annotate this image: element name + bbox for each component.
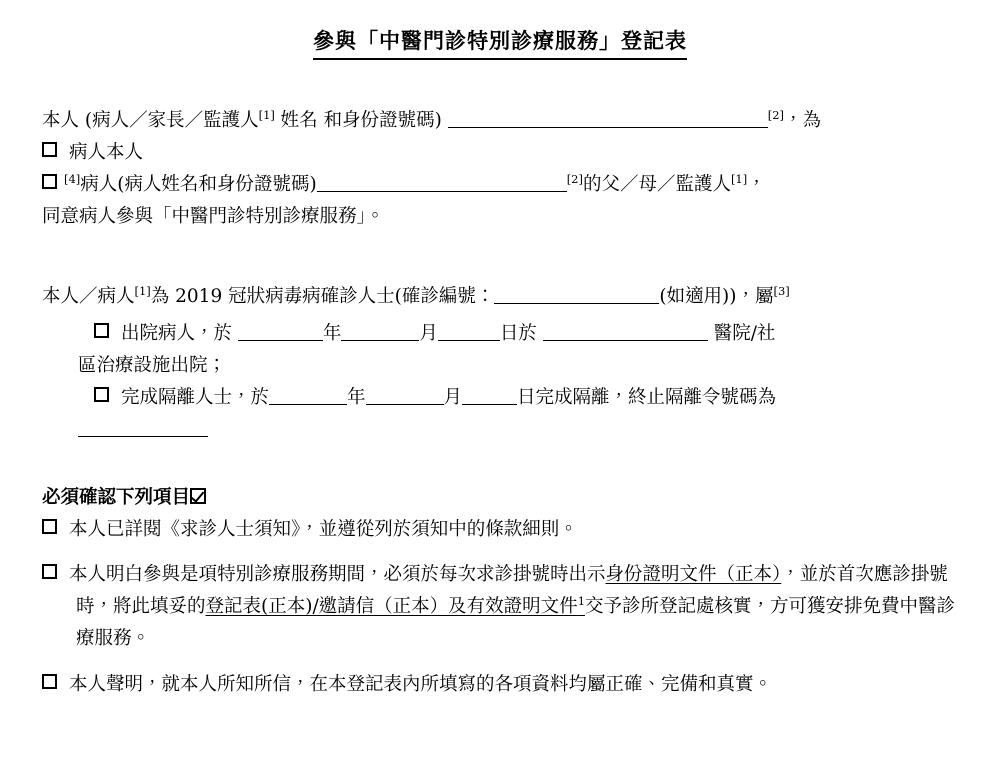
option-guardian-label-a: 病人(病人姓名和身份證號碼)	[80, 174, 317, 196]
spacer	[0, 63, 1000, 105]
option-discharged-label-a: 出院病人，於	[121, 323, 238, 345]
document-body	[42, 105, 960, 700]
option-isolation-label-a: 完成隔離人士，於	[121, 387, 270, 409]
option-discharged-line2: 區治療設施出院；	[78, 355, 227, 377]
checked-checkbox-icon-heading	[190, 488, 206, 504]
discharge-day-field[interactable]	[438, 323, 500, 342]
checkbox-icon-declaration-true[interactable]	[42, 674, 57, 689]
footnote-ref-1c: [1]	[134, 283, 151, 298]
checkbox-icon-read-notice[interactable]	[42, 519, 57, 534]
declarant-identity-label-b: 姓名 和身份證號碼)	[274, 110, 442, 132]
footnote-ref-3: [3]	[773, 283, 790, 298]
covid-lead-label-b: 為 2019 冠狀病毒病確診人士(確診編號：	[150, 285, 495, 307]
spacer	[42, 655, 960, 669]
footnote-ref-4: [4]	[64, 171, 81, 186]
declarant-identity-label-a: 本人 (病人／家長／監護人	[42, 110, 259, 132]
option-guardian-label-c: ，	[747, 174, 766, 196]
confirmation-item-2-seg5-underlined	[205, 593, 585, 618]
option-self-row	[42, 137, 960, 169]
option-guardian-row	[42, 169, 960, 201]
spacer	[42, 446, 960, 476]
covid-status-lead-line	[42, 281, 960, 313]
checkbox-icon-patient-self[interactable]	[42, 142, 57, 157]
isolation-unit-year: 年	[347, 387, 366, 409]
consent-line: 同意病人參與「中醫門診特別診療服務」。	[42, 205, 385, 227]
discharge-hospital-field[interactable]	[543, 323, 708, 342]
footnote-ref-2b: [2]	[566, 171, 583, 186]
option-discharged-row	[42, 318, 960, 350]
confirmation-item-2-seg1: 本人明白參與是項特別診療服務期間，必須於每次求診掛號時出示	[69, 564, 606, 586]
covid-lead-label-a: 本人／病人	[42, 285, 135, 307]
confirmation-item-2	[42, 559, 960, 654]
option-self-label: 病人本人	[69, 142, 144, 164]
footnote-ref-2: [2]	[767, 108, 784, 123]
confirmation-item-1	[42, 514, 960, 546]
checkbox-icon-completed-isolation[interactable]	[94, 387, 109, 402]
footnote-ref-doc: 1	[577, 593, 585, 608]
discharge-unit-year: 年	[322, 323, 342, 345]
confirmation-item-3-label: 本人聲明，就本人所知所信，在本登記表內所填寫的各項資料均屬正確、完備和真實。	[69, 673, 773, 695]
discharge-unit-month: 月	[419, 323, 438, 345]
discharge-unit-day: 日於	[499, 323, 543, 345]
spacer	[42, 545, 960, 559]
covid-lead-label-c: (如適用))，屬	[659, 285, 774, 307]
isolation-order-number-field[interactable]	[78, 418, 208, 437]
discharge-year-field[interactable]	[238, 323, 323, 342]
confirmation-item-2-seg3: ，並	[781, 564, 819, 586]
isolation-order-number-row	[42, 414, 960, 446]
page-title-text: 參與「中醫門診特別診療服務」登記表	[313, 26, 687, 60]
checkbox-icon-discharged-patient[interactable]	[94, 323, 109, 338]
isolation-month-field[interactable]	[366, 387, 444, 406]
option-isolation-row	[42, 382, 960, 414]
confirmation-item-2-seg7: 核實，方可獲安排免費中醫診療服務。	[76, 596, 956, 649]
confirmation-item-1-label: 本人已詳閱《求診人士須知》，並遵從列於須知中的條款細則。	[69, 518, 578, 540]
declarant-name-id-field[interactable]	[448, 110, 768, 129]
document-page	[0, 26, 1000, 772]
declarant-identity-label-c: ，為	[783, 110, 821, 132]
isolation-unit-month: 月	[443, 387, 463, 409]
confirmations-heading	[42, 482, 960, 514]
confirmation-item-2-seg2-underlined: 身份證明文件（正本）	[605, 564, 782, 586]
spacer	[42, 233, 960, 275]
footnote-ref-1b: [1]	[730, 171, 748, 186]
option-discharged-tail: 醫院/社	[707, 323, 776, 345]
discharge-month-field[interactable]	[341, 323, 419, 342]
confirmations-heading-text: 必須確認下列項目	[42, 486, 191, 508]
isolation-unit-day: 日完成隔離，終止隔離令號碼為	[517, 387, 777, 409]
declarant-identity-line	[42, 105, 960, 137]
footnote-ref-1: [1]	[258, 108, 275, 123]
isolation-day-field[interactable]	[462, 387, 517, 406]
option-guardian-label-b: 的父／母／監護人	[582, 174, 731, 196]
confirmation-item-2-seg5-text: 登記表(正本)/邀請信（正本）及有效證明文件	[205, 596, 578, 618]
page-title	[0, 26, 1000, 63]
confirmation-item-2-seg6: 交予診所登記處	[584, 596, 715, 618]
confirmation-item-3	[42, 669, 960, 701]
confirmation-item-2-seg4: 於首次應診掛號時，將此填妥的	[76, 564, 948, 618]
case-number-field[interactable]	[494, 285, 659, 304]
isolation-year-field[interactable]	[269, 387, 347, 406]
patient-name-id-field[interactable]	[317, 173, 567, 192]
checkbox-icon-documents-required[interactable]	[42, 564, 57, 579]
checkbox-icon-guardian[interactable]	[42, 174, 57, 189]
